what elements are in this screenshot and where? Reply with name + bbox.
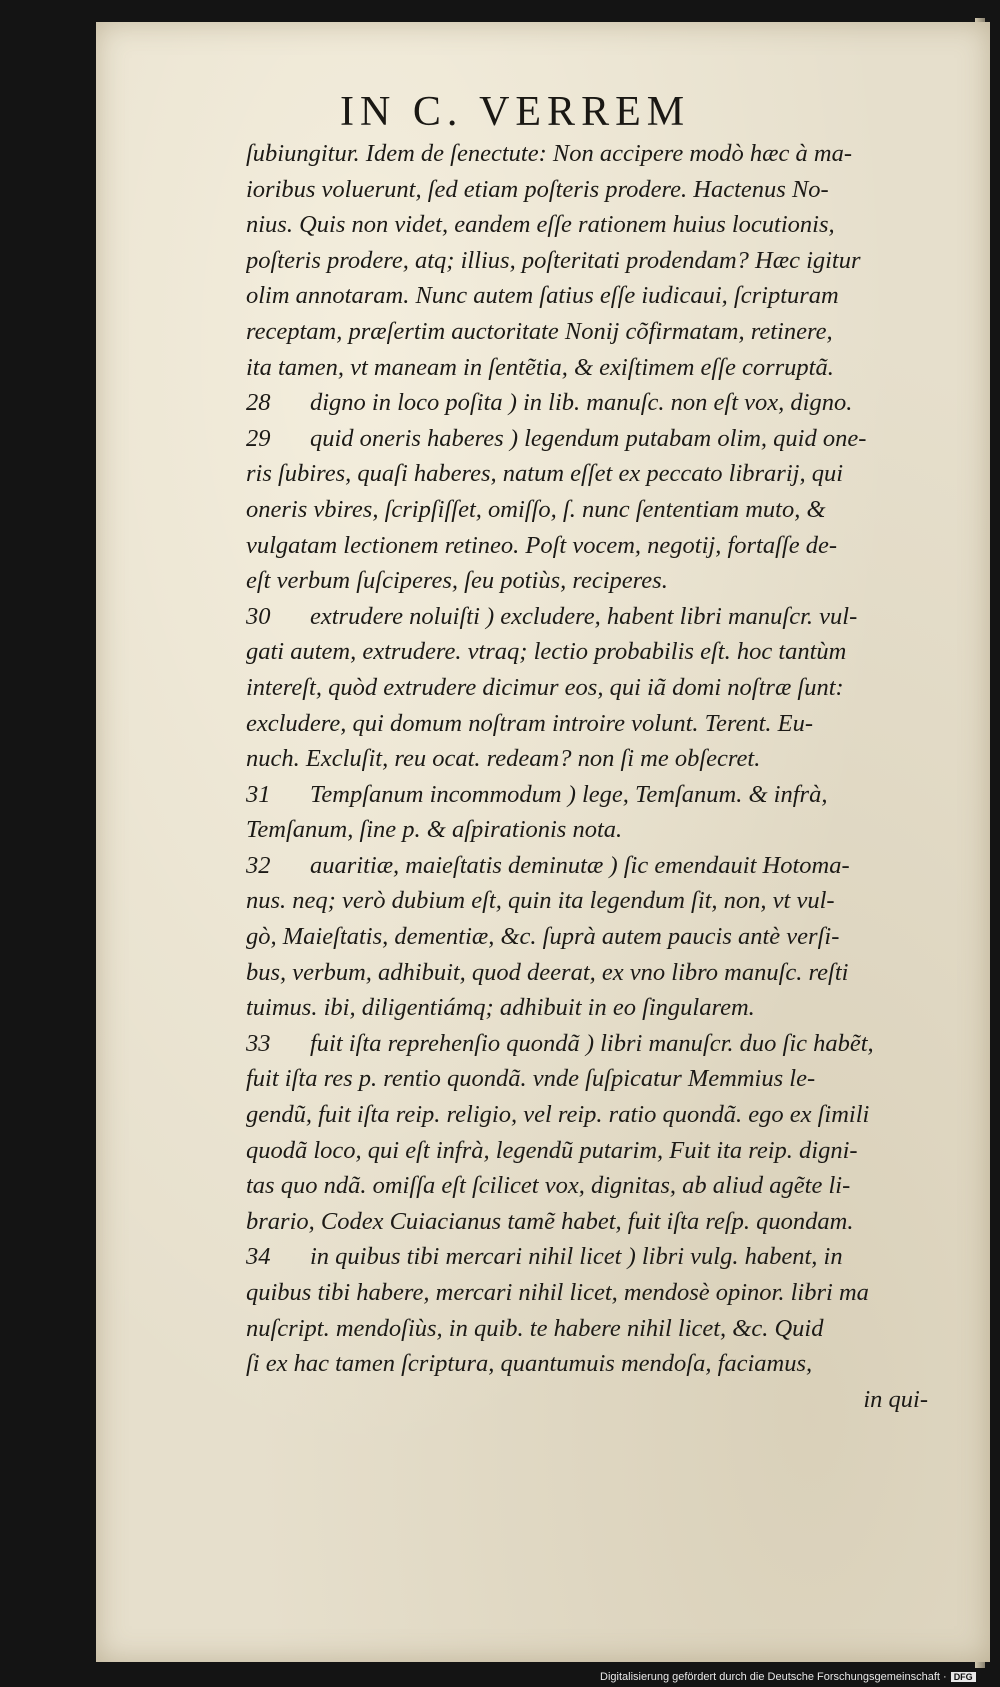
line-text: ris ſubires, quaſi haberes, natum eſſet ex peccato librarij, qui	[246, 460, 843, 488]
text-line	[246, 1346, 966, 1382]
page-text	[246, 136, 966, 1417]
text-line	[246, 1311, 966, 1347]
text-line	[246, 172, 966, 208]
line-text: quodã loco, qui eſt infrà, legendũ putarim, Fuit ita reip. digni-	[246, 1136, 858, 1164]
line-text: nius. Quis non videt, eandem eſſe rationem huius locutionis,	[246, 211, 835, 239]
line-text: poſteris prodere, atq; illius, poſteritati prodendam? Hæc igitur	[246, 246, 861, 274]
text-line	[246, 634, 966, 670]
line-text: nuſcript. mendoſiùs, in quib. te habere nihil licet, &c. Quid	[246, 1314, 824, 1342]
line-text: tuimus. ibi, diligentiámq; adhibuit in eo ſingularem.	[246, 994, 755, 1022]
text-line	[246, 599, 966, 635]
text-line	[246, 1239, 966, 1275]
line-text: auaritiæ, maieſtatis deminutæ ) ſic emendauit Hotoma-	[310, 851, 850, 879]
text-line	[246, 207, 966, 243]
text-line	[246, 1168, 966, 1204]
note-number: 28	[246, 389, 271, 417]
credit-text: Digitalisierung gefördert durch die Deutsche Forschungsgemeinschaft ·	[600, 1671, 947, 1683]
text-line	[246, 706, 966, 742]
catchword: in qui-	[863, 1385, 928, 1413]
line-text: quibus tibi habere, mercari nihil licet, mendosè opinor. libri ma	[246, 1279, 869, 1306]
text-line	[246, 563, 966, 599]
note-number: 32	[246, 851, 271, 879]
line-text: gati autem, extrudere. vtraq; lectio probabilis eſt. hoc tantùm	[246, 638, 847, 666]
text-line	[246, 1204, 966, 1240]
line-text: brario, Codex Cuiacianus tamẽ habet, fuit iſta reſp. quondam.	[246, 1207, 854, 1235]
text-line	[246, 528, 966, 564]
line-text: Temſanum, ſine p. & aſpirationis nota.	[246, 816, 623, 844]
text-line	[246, 990, 966, 1026]
text-line	[246, 777, 966, 813]
line-text: intereſt, quòd extrudere dicimur eos, qui iã domi noſtræ ſunt:	[246, 673, 844, 701]
text-line	[246, 136, 966, 172]
text-line	[246, 314, 966, 350]
line-text: bus, verbum, adhibuit, quod deerat, ex vno libro manuſc. reſti	[246, 958, 849, 986]
line-text: receptam, præſertim auctoritate Nonij cõfirmatam, retinere,	[246, 317, 833, 345]
text-line	[246, 670, 966, 706]
text-line	[246, 955, 966, 991]
text-line	[246, 492, 966, 528]
note-number: 33	[246, 1029, 271, 1057]
text-line	[246, 1026, 966, 1062]
line-text: digno in loco poſita ) in lib. manuſc. non eſt vox, digno.	[310, 389, 853, 417]
line-text: quid oneris haberes ) legendum putabam olim, quid one-	[310, 424, 867, 452]
line-text: olim annotaram. Nunc autem ſatius eſſe iudicaui, ſcripturam	[246, 282, 839, 310]
line-text: nus. neq; verò dubium eſt, quin ita legendum ſit, non, vt vul-	[246, 887, 835, 915]
text-line	[246, 919, 966, 955]
dfg-logo: DFG	[951, 1672, 976, 1682]
text-line	[246, 421, 966, 457]
text-line	[246, 278, 966, 314]
text-line	[246, 1061, 966, 1097]
text-line	[246, 243, 966, 279]
line-text: ſi ex hac tamen ſcriptura, quantumuis mendoſa, faciamus,	[246, 1350, 813, 1378]
note-number: 34	[246, 1243, 271, 1271]
line-text: fuit iſta reprehenſio quondã ) libri manuſcr. duo ſic habẽt,	[310, 1029, 874, 1057]
line-text: fuit iſta res p. rentio quondã. vnde ſuſpicatur Memmius le-	[246, 1065, 816, 1093]
text-line	[246, 1097, 966, 1133]
line-text: gò, Maieſtatis, dementiæ, &c. ſuprà autem paucis antè verſi-	[246, 923, 840, 951]
line-text: ita tamen, vt maneam in ſentẽtia, & exiſtimem eſſe corruptã.	[246, 353, 834, 381]
text-line	[246, 883, 966, 919]
line-text: in quibus tibi mercari nihil licet ) libri vulg. habent, in	[310, 1243, 843, 1271]
note-number: 31	[246, 780, 271, 808]
text-line	[246, 385, 966, 421]
running-header: IN C. VERREM	[340, 89, 691, 135]
line-text: eſt verbum ſuſciperes, ſeu potiùs, reciperes.	[246, 567, 668, 595]
text-line	[246, 1275, 966, 1311]
line-text: nuch. Excluſit, reu ocat. redeam? non ſi me obſecret.	[246, 745, 761, 773]
line-text: tas quo ndã. omiſſa eſt ſcilicet vox, dignitas, ab aliud agẽte li-	[246, 1172, 851, 1200]
note-number: 30	[246, 602, 271, 630]
line-text: Tempſanum incommodum ) lege, Temſanum. & infrà,	[310, 780, 828, 808]
text-line	[246, 812, 966, 848]
line-text: ſubiungitur. Idem de ſenectute: Non accipere modò hæc à ma-	[246, 140, 853, 167]
line-text: excludere, qui domum noſtram introire volunt. Terent. Eu-	[246, 709, 814, 737]
digitization-credit	[600, 1671, 976, 1683]
text-line	[246, 741, 966, 777]
line-text: oneris vbires, ſcripſiſſet, omiſſo, ſ. nunc ſententiam muto, &	[246, 495, 826, 523]
line-text: extrudere noluiſti ) excludere, habent libri manuſcr. vul-	[310, 602, 858, 630]
text-line	[246, 456, 966, 492]
text-line	[246, 848, 966, 884]
note-number: 29	[246, 424, 271, 452]
line-text: gendũ, fuit iſta reip. religio, vel reip. ratio quondã. ego ex ſimili	[246, 1101, 870, 1129]
line-text: vulgatam lectionem retineo. Poſt vocem, negotij, fortaſſe de-	[246, 531, 838, 559]
text-line	[246, 350, 966, 386]
line-text: ioribus voluerunt, ſed etiam poſteris prodere. Hactenus No-	[246, 175, 829, 203]
text-line	[246, 1133, 966, 1169]
